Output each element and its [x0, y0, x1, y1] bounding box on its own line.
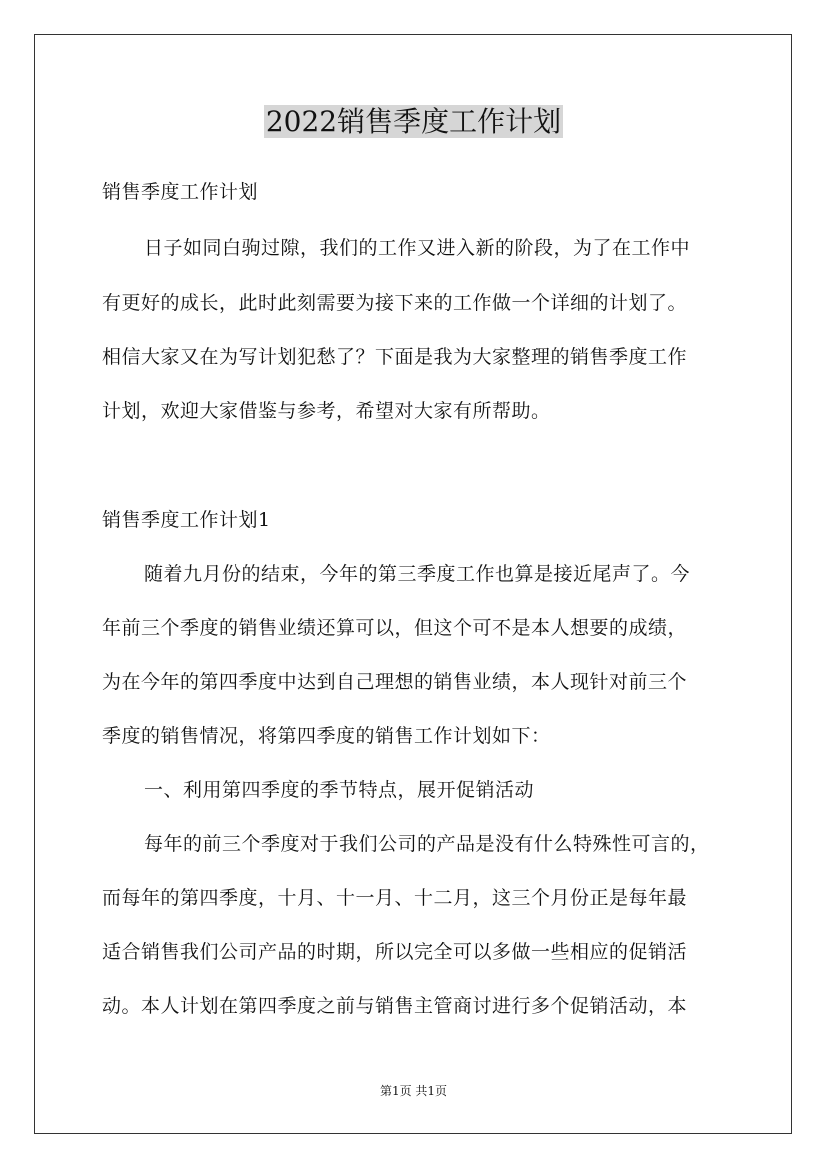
paragraph-line: 计划，欢迎大家借鉴与参考，希望对大家有所帮助。	[102, 400, 551, 422]
paragraph-line: 年前三个季度的销售业绩还算可以，但这个可不是本人想要的成绩，	[102, 617, 688, 639]
page-footer: 第1页 共1页	[379, 1084, 448, 1098]
paragraph-line: 相信大家又在为写计划犯愁了？下面是我为大家整理的销售季度工作	[102, 346, 688, 368]
paragraph-line: 随着九月份的结束，今年的第三季度工作也算是接近尾声了。今	[144, 563, 691, 585]
paragraph-line: 适合销售我们公司产品的时期，所以完全可以多做一些相应的促销活	[102, 941, 688, 963]
section-heading: 销售季度工作计划	[102, 181, 259, 203]
paragraph-line: 每年的前三个季度对于我们公司的产品是没有什么特殊性可言的，	[144, 833, 710, 855]
section-heading: 销售季度工作计划1	[102, 509, 271, 531]
paragraph-line: 日子如同白驹过隙，我们的工作又进入新的阶段，为了在工作中	[144, 237, 691, 259]
document-title-text: 2022销售季度工作计划	[265, 105, 562, 138]
paragraph-line: 而每年的第四季度，十月、十一月、十二月，这三个月份正是每年最	[102, 887, 688, 909]
paragraph-line: 为在今年的第四季度中达到自己理想的销售业绩，本人现针对前三个	[102, 671, 688, 693]
paragraph-line: 有更好的成长，此时此刻需要为接下来的工作做一个详细的计划了。	[102, 292, 688, 314]
subsection-heading: 一、利用第四季度的季节特点，展开促销活动	[144, 779, 535, 801]
paragraph-line: 季度的销售情况，将第四季度的销售工作计划如下：	[102, 725, 551, 747]
document-title	[0, 100, 827, 144]
paragraph-line: 动。本人计划在第四季度之前与销售主管商讨进行多个促销活动，本	[102, 995, 688, 1017]
